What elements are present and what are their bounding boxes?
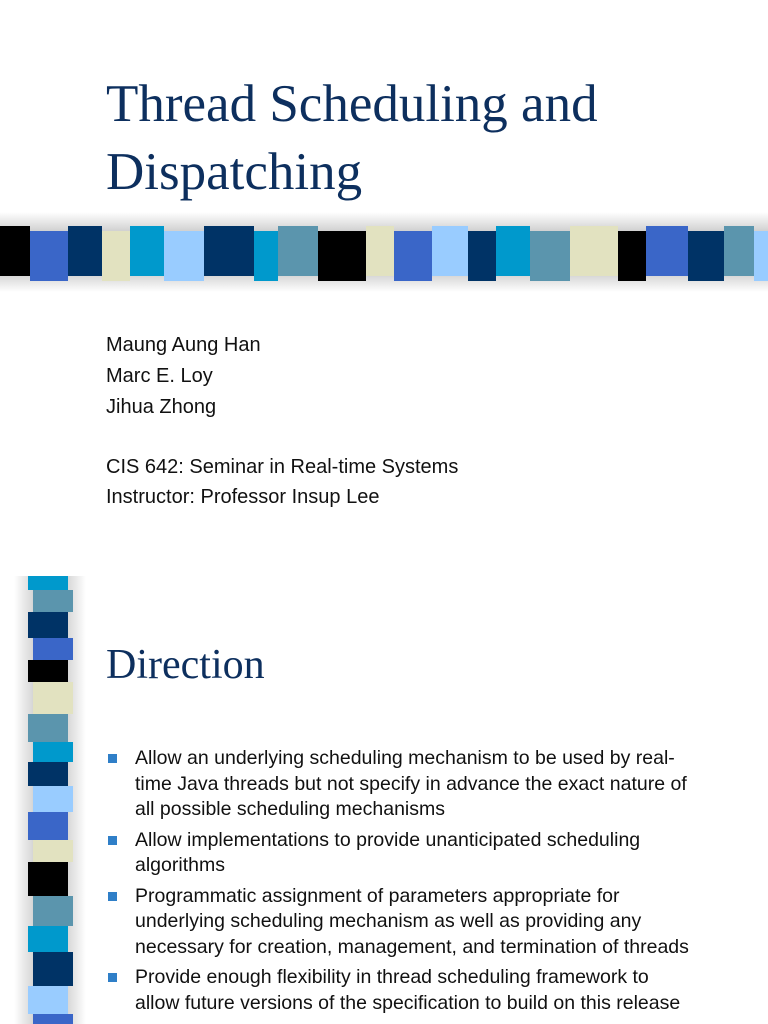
- authors-list: [106, 330, 261, 423]
- color-tile: [28, 660, 68, 682]
- color-tile: [28, 762, 68, 786]
- color-tile: [33, 590, 73, 612]
- color-tile: [28, 576, 68, 590]
- color-tile: [366, 226, 394, 276]
- color-tile: [724, 226, 754, 276]
- title-line: Dispatching: [106, 143, 363, 201]
- decorative-color-strip: [30, 576, 70, 1024]
- color-tile: [688, 231, 724, 281]
- color-tile: [496, 226, 530, 276]
- bullet-list: [106, 746, 756, 1021]
- color-tile: [33, 742, 73, 762]
- bullet-line: all possible scheduling mechanisms: [135, 798, 445, 820]
- color-tile: [278, 226, 318, 276]
- color-tile: [28, 926, 68, 952]
- color-tile: [646, 226, 688, 276]
- decorative-color-band: [0, 228, 768, 278]
- color-tile: [618, 231, 646, 281]
- color-tile: [530, 231, 570, 281]
- bullet-line: time Java threads but not specify in advance the exact nature of: [135, 772, 687, 795]
- color-tile: [33, 638, 73, 660]
- course-line: Instructor: Professor Insup Lee: [106, 486, 380, 508]
- square-bullet-icon: [108, 892, 117, 901]
- color-tile: [33, 840, 73, 862]
- color-tile: [33, 1014, 73, 1024]
- bullet-line: underlying scheduling mechanism as well as providing any: [135, 910, 642, 932]
- color-tile: [254, 231, 278, 281]
- bullet-line: Allow implementations to provide unanticipated scheduling: [135, 828, 641, 851]
- course-line: CIS 642: Seminar in Real-time Systems: [106, 456, 459, 478]
- bullet-line: Provide enough flexibility in thread scheduling framework to: [135, 966, 649, 988]
- bullet-item: [106, 884, 756, 961]
- color-tile: [468, 231, 496, 281]
- author-name: Jihua Zhong: [106, 396, 217, 418]
- color-tile: [394, 231, 432, 281]
- color-tile: [33, 896, 73, 926]
- slide-direction: [0, 576, 768, 1024]
- color-tile: [754, 231, 768, 281]
- course-info: [106, 452, 458, 512]
- color-tile: [28, 714, 68, 742]
- color-tile: [28, 812, 68, 840]
- square-bullet-icon: [108, 754, 117, 763]
- color-tile: [28, 986, 68, 1014]
- bullet-item: [106, 965, 756, 1016]
- color-tile: [33, 952, 73, 986]
- square-bullet-icon: [108, 836, 117, 845]
- slide-title-heading: [106, 70, 746, 206]
- color-tile: [570, 226, 618, 276]
- author-name: Marc E. Loy: [106, 365, 213, 387]
- color-tile: [28, 612, 68, 638]
- color-tile: [204, 226, 254, 276]
- color-tile: [318, 231, 366, 281]
- color-tile: [102, 231, 130, 281]
- bullet-line: necessary for creation, management, and termination of threads: [135, 935, 689, 958]
- bullet-line: allow future versions of the specification to build on this release: [135, 991, 681, 1014]
- color-tile: [68, 226, 102, 276]
- color-tile: [432, 226, 468, 276]
- slide-heading: Direction: [106, 642, 265, 688]
- bullet-line: Allow an underlying scheduling mechanism to be used by real-: [135, 747, 675, 769]
- bullet-item: [106, 746, 756, 823]
- square-bullet-icon: [108, 973, 117, 982]
- color-tile: [33, 682, 73, 714]
- color-tile: [28, 862, 68, 896]
- color-tile: [0, 226, 30, 276]
- bullet-item: [106, 828, 756, 879]
- bullet-line: Programmatic assignment of parameters appropriate for: [135, 884, 620, 907]
- color-tile: [30, 231, 68, 281]
- color-tile: [164, 231, 204, 281]
- title-line: Thread Scheduling and: [106, 75, 598, 133]
- bullet-line: algorithms: [135, 854, 225, 876]
- color-tile: [130, 226, 164, 276]
- author-name: Maung Aung Han: [106, 334, 261, 356]
- color-tile: [33, 786, 73, 812]
